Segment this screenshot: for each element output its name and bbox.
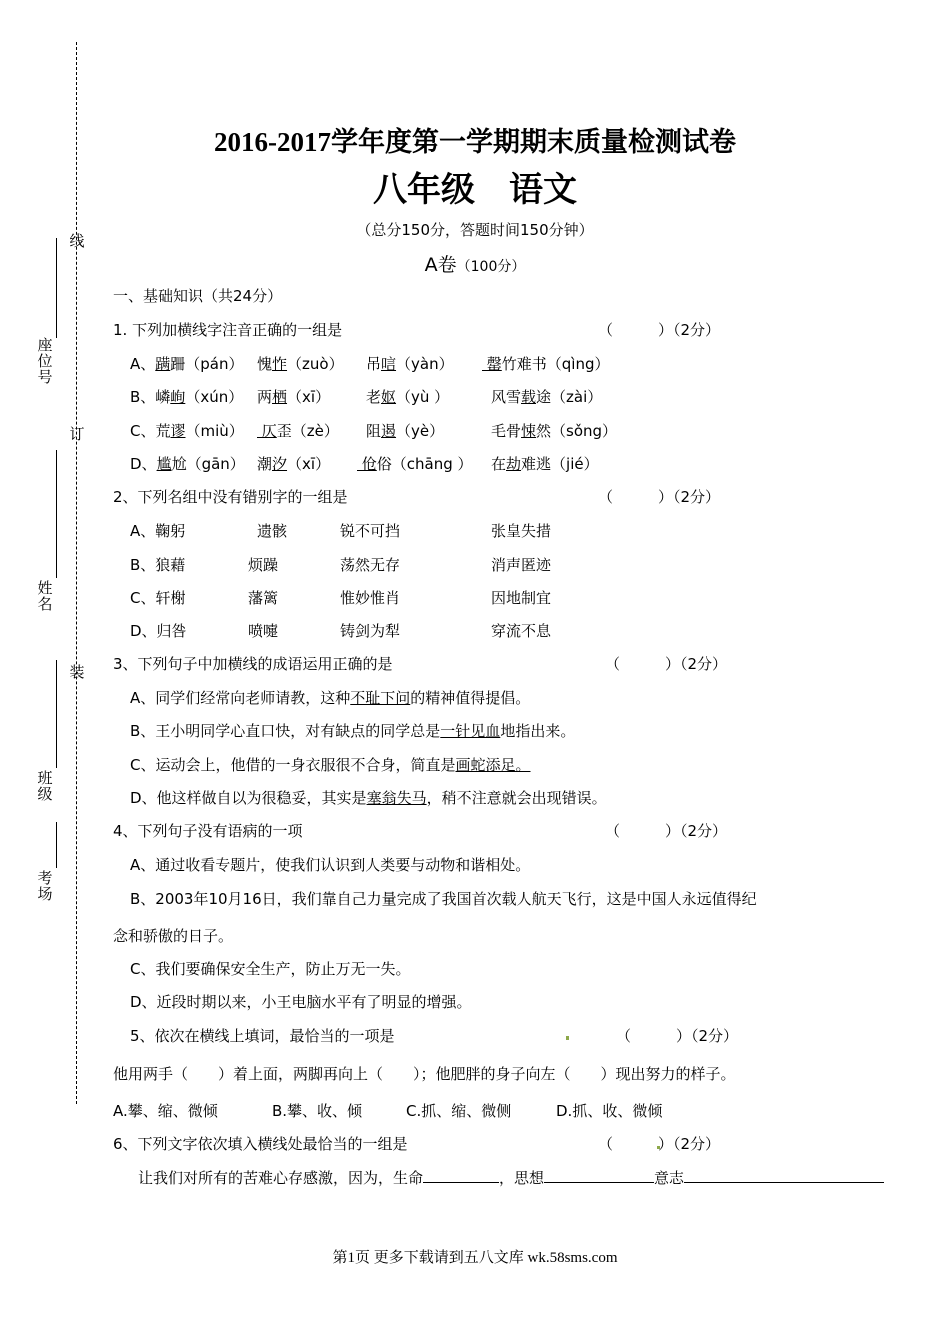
q1-option-d-4: 在劫难逃（jié） [491, 455, 599, 473]
q5-option-c: C.抓、缩、微侧 [406, 1102, 512, 1120]
binding-label-line: 线 [69, 232, 85, 250]
q1-option-c-1: C、荒谬（miù） [130, 422, 244, 440]
q2-option-b-2: 烦躁 [248, 556, 279, 574]
q1-option-d-3: 伧俗（chāng ） [357, 455, 473, 473]
q2-score: （ ）（2分） [598, 488, 721, 506]
binding-label-name: 姓名 [37, 579, 53, 613]
q4-option-b-line2: 念和骄傲的日子。 [113, 927, 234, 945]
q2-option-d-4: 穿流不息 [491, 622, 552, 640]
volume-heading [0, 250, 950, 277]
q4-option-c: C、我们要确保安全生产，防止万无一失。 [130, 960, 411, 978]
q3-idiom-c: 画蛇添足。 [455, 756, 531, 774]
total-info: （总分150分，答题时间150分钟） [356, 221, 594, 239]
q2-option-b-4: 消声匿迹 [491, 556, 552, 574]
binding-label-ding: 订 [69, 425, 85, 443]
q1-option-b-4: 风雪载途（zài） [491, 388, 603, 406]
q2-option-c-4: 因地制宜 [491, 589, 552, 607]
q3-option-b: B、王小明同学心直口快，对有缺点的同学总是一针见血地指出来。 [130, 722, 576, 740]
q6-stem: 6、下列文字依次填入横线处最恰当的一组是 [113, 1135, 408, 1153]
q4-stem: 4、下列句子没有语病的一项 [113, 822, 303, 840]
q5-option-b: B.攀、收、倾 [272, 1102, 363, 1120]
q2-option-a-2: 遗骸 [257, 522, 288, 540]
name-write-line [56, 450, 57, 578]
q6-blank-1[interactable] [423, 1168, 499, 1183]
binding-label-seat: 座位号 [37, 336, 53, 386]
q4-option-a: A、通过收看专题片，使我们认识到人类要与动物和谐相处。 [130, 856, 531, 874]
q2-option-a-3: 锐不可挡 [340, 522, 401, 540]
q2-option-c-2: 藩篱 [248, 589, 279, 607]
q6-blank-3[interactable] [684, 1168, 884, 1183]
q1-option-c-3: 阻遏（yè） [366, 422, 445, 440]
q5-sentence: 他用两手（ ）着上面，两脚再向上（ ）；他肥胖的身子向左（ ）现出努力的样子。 [113, 1065, 736, 1083]
stray-mark [566, 1036, 569, 1040]
q3-idiom-b: 一针见血 [440, 722, 501, 740]
binding-label-class: 班级 [37, 769, 53, 803]
q2-option-c-3: 惟妙惟肖 [340, 589, 401, 607]
q6-passage: 让我们对所有的苦难心存感激，因为，生命 ，思想 意志 [138, 1168, 884, 1188]
q2-option-a-1: A、鞠躬 [130, 522, 186, 540]
q2-stem: 2、下列名组中没有错别字的一组是 [113, 488, 348, 506]
q3-stem: 3、下列句子中加横线的成语运用正确的是 [113, 655, 393, 673]
q1-score: （ ）（2分） [598, 321, 721, 339]
q1-option-a-2: 愧怍（zuò） [257, 355, 344, 373]
q5-option-d: D.抓、收、微倾 [556, 1102, 663, 1120]
exam-title: 2016-2017学年度第一学期期末质量检测试卷 [214, 127, 736, 157]
q2-option-d-2: 喷嚏 [248, 622, 279, 640]
volume-label: A卷 [424, 254, 457, 276]
q1-option-b-2: 两栖（xī） [257, 388, 331, 406]
q1-stem: 1. 下列加横线字注音正确的一组是 [113, 321, 343, 339]
q1-option-d-2: 潮汐（xī） [257, 455, 331, 473]
q2-option-b-1: B、狼藉 [130, 556, 186, 574]
q6-score: （ ）（2分） [598, 1135, 721, 1153]
q3-option-a: A、同学们经常向老师请教，这种不耻下问的精神值得提倡。 [130, 689, 531, 707]
q1-option-d-1: D、尴尬（gān） [130, 455, 245, 473]
volume-score: （100分） [456, 259, 526, 275]
q2-option-b-3: 荡然无存 [340, 556, 401, 574]
grade-subject: 八年级 语文 [373, 170, 577, 210]
q1-option-a-4: 罄竹难书（qìng） [482, 355, 610, 373]
q2-option-c-1: C、轩榭 [130, 589, 186, 607]
q1-option-b-1: B、嶙峋（xún） [130, 388, 244, 406]
q1-option-a-3: 吊唁（yàn） [366, 355, 454, 373]
q3-score: （ ）（2分） [605, 655, 728, 673]
q3-option-c: C、运动会上，他借的一身衣服很不合身，简直是画蛇添足。 [130, 756, 531, 774]
binding-label-zhuang: 装 [69, 663, 85, 681]
q4-score: （ ）（2分） [605, 822, 728, 840]
q1-option-c-4: 毛骨悚然（sǒng） [491, 422, 618, 440]
section-title: 一、基础知识（共24分） [113, 287, 283, 305]
q4-option-d: D、近段时期以来，小王电脑水平有了明显的增强。 [130, 993, 472, 1011]
q1-option-b-3: 老妪（yù ） [366, 388, 450, 406]
q1-option-a-1: A、蹒跚（pán） [130, 355, 244, 373]
q2-option-d-3: 铸剑为犁 [340, 622, 401, 640]
q3-idiom-a: 不耻下问 [350, 689, 411, 707]
q2-option-a-4: 张皇失措 [491, 522, 552, 540]
q3-option-d: D、他这样做自以为很稳妥，其实是塞翁失马，稍不注意就会出现错误。 [130, 789, 607, 807]
class-write-line [56, 660, 57, 768]
exam-room-write-line [56, 822, 57, 868]
q1-option-c-2: 仄歪（zè） [257, 422, 339, 440]
q3-idiom-d: 塞翁失马 [366, 789, 427, 807]
q2-option-d-1: D、归咎 [130, 622, 187, 640]
q5-stem: 5、依次在横线上填词，最恰当的一项是 [130, 1027, 395, 1045]
q5-score: （ ）（2分） [616, 1027, 739, 1045]
q6-blank-2[interactable] [544, 1168, 654, 1183]
q5-option-a: A.攀、缩、微倾 [113, 1102, 218, 1120]
page-footer: 第1页 更多下载请到五八文库 wk.58sms.com [332, 1250, 618, 1266]
q4-option-b-line1: B、2003年10月16日，我们靠自己力量完成了我国首次载人航天飞行，这是中国人永远值得纪 [130, 890, 757, 908]
binding-label-exam-room: 考场 [37, 869, 53, 903]
